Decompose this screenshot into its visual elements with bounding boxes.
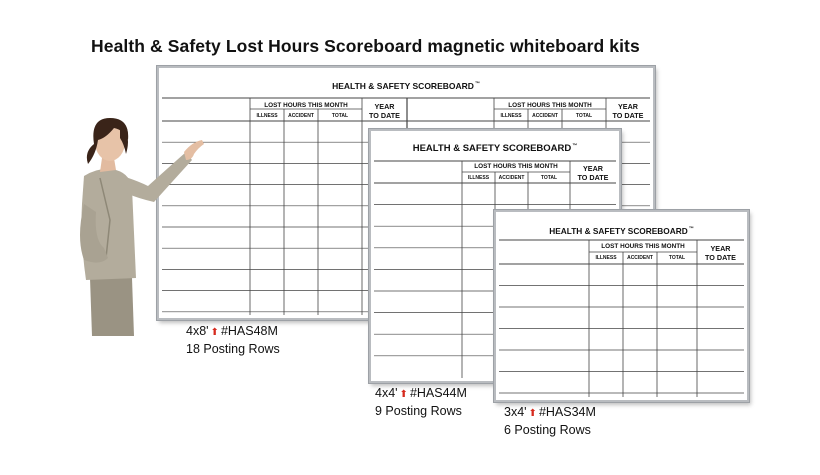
col-total: TOTAL — [540, 175, 558, 181]
col-accident: ACCIDENT — [627, 255, 653, 261]
col-total: TOTAL — [668, 255, 686, 261]
caption-4x4: 4x4' ⬆ #HAS44M 9 Posting Rows — [375, 386, 467, 418]
lost-hours-header: LOST HOURS THIS MONTH — [264, 102, 348, 109]
col-total: TOTAL — [331, 113, 349, 119]
col-ytd: YEAR TO DATE — [705, 244, 736, 262]
col-ytd: YEAR TO DATE — [612, 102, 644, 120]
col-illness: ILLNESS — [256, 113, 278, 119]
col-illness: ILLNESS — [467, 175, 490, 181]
board-title: HEALTH & SAFETY SCOREBOARD™ — [332, 81, 480, 91]
presenter-figure — [70, 108, 210, 340]
col-illness: ILLNESS — [595, 255, 617, 261]
col-accident: ACCIDENT — [532, 113, 558, 119]
col-accident: ACCIDENT — [288, 113, 314, 119]
col-ytd: YEAR TO DATE — [369, 102, 400, 120]
arrow-up-icon: ⬆ — [528, 408, 537, 419]
col-total: TOTAL — [575, 113, 593, 119]
board-title: HEALTH & SAFETY SCOREBOARD™ — [412, 143, 578, 155]
lost-hours-header: LOST HOURS THIS MONTH — [601, 243, 685, 250]
col-illness: ILLNESS — [500, 113, 522, 119]
caption-3x4: 3x4' ⬆ #HAS34M 6 Posting Rows — [504, 405, 596, 437]
board-title: HEALTH & SAFETY SCOREBOARD™ — [549, 226, 694, 236]
arrow-up-icon: ⬆ — [399, 389, 408, 400]
lost-hours-header: LOST HOURS THIS MONTH — [474, 163, 558, 170]
lost-hours-header: LOST HOURS THIS MONTH — [508, 102, 592, 109]
page-title: Health & Safety Lost Hours Scoreboard magnetic whiteboard kits — [91, 36, 640, 56]
board-3x4 — [494, 210, 749, 402]
caption-4x8: 4x8' ⬆ #HAS48M 18 Posting Rows — [186, 324, 280, 356]
arrow-up-icon: ⬆ — [210, 327, 219, 338]
col-accident: ACCIDENT — [498, 175, 525, 181]
col-ytd: YEAR TO DATE — [577, 164, 609, 182]
